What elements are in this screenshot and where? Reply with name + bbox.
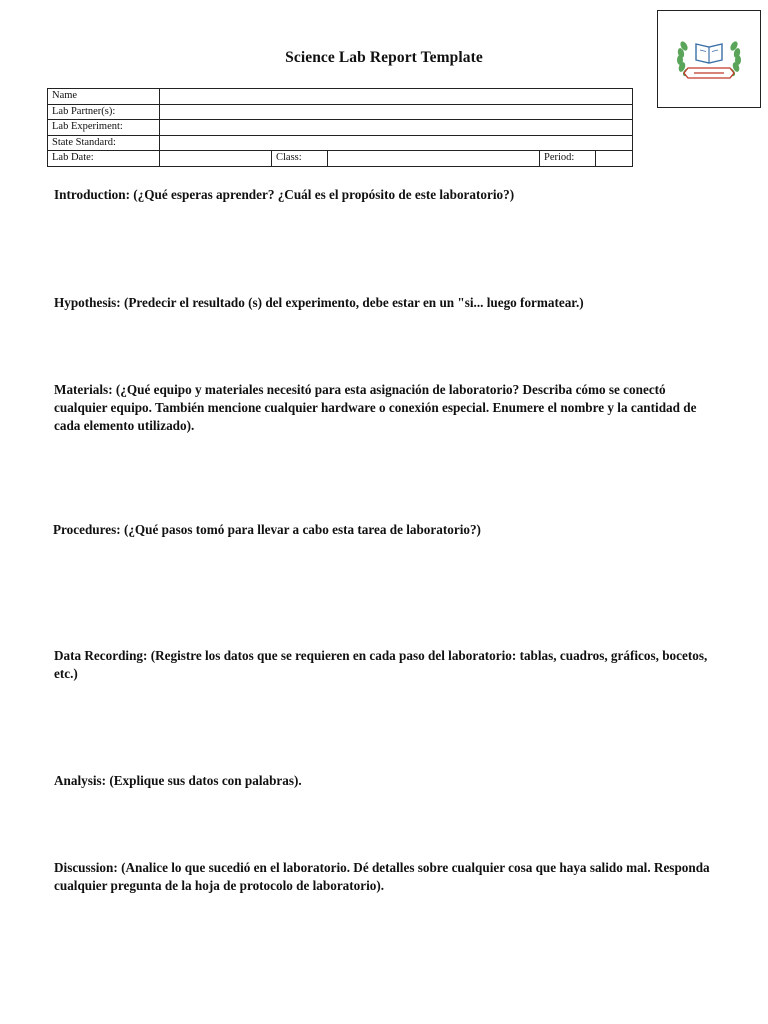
lab-experiment-label: Lab Experiment: — [48, 120, 160, 136]
procedures-prompt: : (¿Qué pasos tomó para llevar a cabo esta tarea de laboratorio?) — [116, 522, 481, 537]
data-recording-section — [54, 647, 714, 683]
name-field[interactable] — [160, 89, 633, 105]
introduction-heading: Introduction — [54, 187, 126, 202]
discussion-prompt: : (Analice lo que sucedió en el laboratorio. Dé detalles sobre cualquier cosa que haya salido mal. Responda cualquier pregunta de la hoja de protocolo de laboratorio). — [54, 860, 710, 893]
materials-heading: Materials — [54, 382, 109, 397]
discussion-heading: Discussion — [54, 860, 114, 875]
introduction-section — [54, 186, 714, 204]
materials-section — [54, 381, 714, 435]
table-row — [48, 120, 633, 136]
discussion-section — [54, 859, 714, 895]
class-field[interactable] — [328, 151, 540, 167]
data-recording-heading: Data Recording — [54, 648, 144, 663]
procedures-heading: Procedures — [53, 522, 117, 537]
lab-info-table — [47, 88, 633, 167]
lab-partners-field[interactable] — [160, 104, 633, 120]
page-title: Science Lab Report Template — [285, 49, 483, 66]
table-row — [48, 104, 633, 120]
analysis-prompt: : (Explique sus datos con palabras). — [101, 773, 302, 788]
lab-experiment-field[interactable] — [160, 120, 633, 136]
table-row — [48, 151, 633, 167]
lab-date-field[interactable] — [160, 151, 272, 167]
table-row — [48, 135, 633, 151]
period-label: Period: — [540, 151, 596, 167]
state-standard-label: State Standard: — [48, 135, 160, 151]
hypothesis-section — [54, 294, 714, 312]
name-label: Name — [48, 89, 160, 105]
hypothesis-prompt: : (Predecir el resultado (s) del experimento, debe estar en un "si... luego formatear.) — [116, 295, 584, 310]
analysis-section — [54, 772, 714, 790]
data-recording-prompt: : (Registre los datos que se requieren en cada paso del laboratorio: tablas, cuadros, gráficos, bocetos, etc.) — [54, 648, 708, 681]
period-field[interactable] — [596, 151, 633, 167]
analysis-heading: Analysis — [54, 773, 102, 788]
lab-date-label: Lab Date: — [48, 151, 160, 167]
introduction-prompt: : (¿Qué esperas aprender? ¿Cuál es el propósito de este laboratorio?) — [125, 187, 515, 202]
hypothesis-heading: Hypothesis — [54, 295, 117, 310]
procedures-section — [53, 521, 713, 539]
table-row — [48, 89, 633, 105]
class-label: Class: — [272, 151, 328, 167]
lab-partners-label: Lab Partner(s): — [48, 104, 160, 120]
materials-prompt: : (¿Qué equipo y materiales necesitó para esta asignación de laboratorio? Describa cómo se conectó cualquier equipo. También mencione cualquier hardware o conexión especial. Enumere el nombre y la cantidad de cada elemento utilizado). — [54, 382, 697, 433]
state-standard-field[interactable] — [160, 135, 633, 151]
